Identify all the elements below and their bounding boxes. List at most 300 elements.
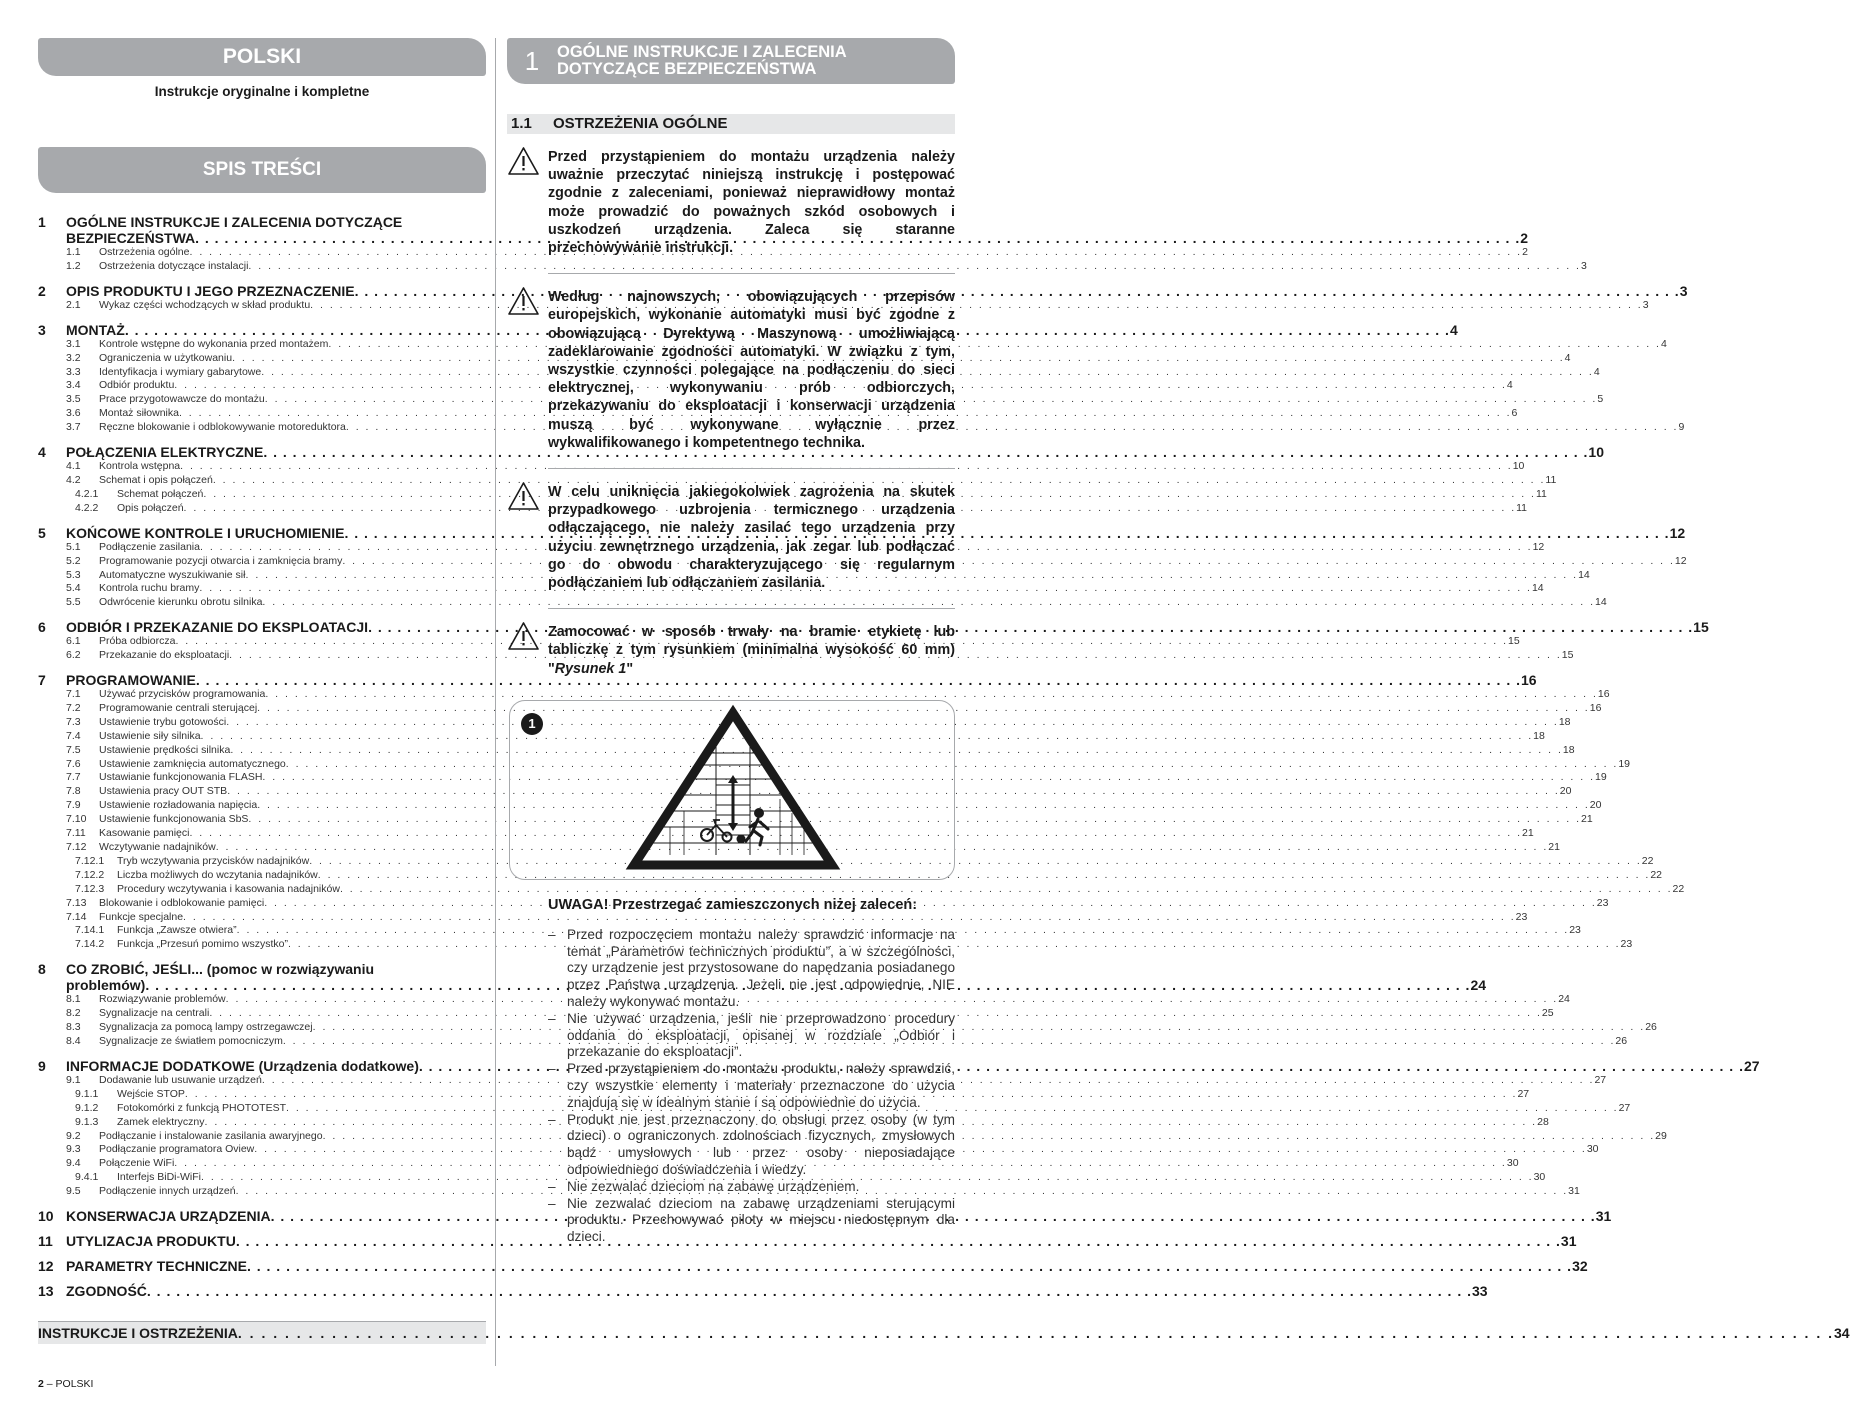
toc-section-number: 7.14: [66, 910, 87, 923]
toc-page: 5: [1597, 393, 1604, 406]
page-footer: 2 – POLSKI: [38, 1378, 94, 1390]
toc-chapter-title: OPIS PRODUKTU I JEGO PRZEZNACZENIE: [66, 282, 355, 299]
toc-section[interactable]: [66, 246, 1528, 260]
toc-section-title: Ustawienie prędkości silnika: [99, 743, 231, 756]
toc-chapter-title: INFORMACJE DODATKOWE (Urządzenia dodatkowe): [66, 1057, 419, 1074]
toc-page: 19: [1595, 771, 1607, 784]
toc-page: 32: [1572, 1258, 1588, 1275]
toc-section[interactable]: [66, 799, 1602, 813]
toc-chapter: [38, 1258, 1588, 1275]
toc-section-number: 8.4: [66, 1034, 81, 1047]
toc-section-number: 9.1.3: [75, 1115, 99, 1128]
toc-page: 11: [1545, 473, 1557, 486]
subtitle: Instrukcje oryginalne i kompletne: [154, 84, 370, 99]
toc-section-title: Kontrola wstępna: [99, 460, 181, 473]
toc-chapter-title: ODBIÓR I PRZEKAZANIE DO EKSPLOATACJI: [66, 619, 369, 636]
toc-page: 21: [1522, 827, 1534, 840]
toc-section-title: Odbiór produktu: [99, 379, 175, 392]
toc-section[interactable]: [66, 635, 1520, 649]
toc-section-title: Sygnalizacje ze światłem pomocniczym: [99, 1034, 283, 1047]
toc-page: 6: [1511, 407, 1518, 420]
toc-page: 22: [1650, 868, 1663, 881]
toc-title: SPIS TREŚCI: [38, 147, 486, 193]
toc-chapter-title: POŁĄCZENIA ELEKTRYCZNE: [66, 444, 264, 461]
toc-page: 23: [1569, 924, 1581, 937]
toc-section[interactable]: [66, 827, 1534, 841]
toc-section-number: 9.3: [66, 1143, 81, 1156]
toc-section-title: Przekazanie do eksploatacji: [99, 649, 230, 662]
toc-page: 11: [1516, 501, 1528, 514]
toc-page: 12: [1532, 540, 1545, 553]
toc-page: 21: [1548, 841, 1560, 853]
toc-section-title: Liczba możliwych do wczytania nadajników: [117, 868, 318, 881]
toc-section-number: 8.2: [66, 1007, 81, 1020]
figure-number: 1: [521, 713, 543, 735]
toc-page: 29: [1655, 1129, 1667, 1142]
toc-section-number: 7.14.1: [75, 924, 105, 937]
toc-section[interactable]: [66, 910, 1528, 925]
toc-section-number: 7.14.2: [75, 938, 105, 951]
toc-section[interactable]: [66, 868, 1663, 883]
toc-section[interactable]: [66, 1171, 1546, 1185]
toc-section-title: Kontrola ruchu bramy: [99, 582, 200, 595]
toc-section-number: 1.1: [66, 246, 81, 258]
toc-page: 16: [1597, 688, 1610, 701]
toc-section-number: 9.4: [66, 1157, 81, 1170]
caution-item: – Nie używać urządzenia, jeśli nie przeprowadzono procedury oddania do eksploatacji, opisanej w rozdziale „Odbiór i przekazanie do eksploatacji”.: [548, 1011, 955, 1061]
toc-section-number: 5.2: [66, 554, 81, 567]
toc-section-title: Ustawienie funkcjonowania SbS: [99, 813, 249, 826]
toc-page: 14: [1531, 582, 1544, 595]
toc-page: 16: [1589, 701, 1602, 714]
toc-section-title: Identyfikacja i wymiary gabarytowe: [99, 365, 262, 378]
caution-item: – Produkt nie jest przeznaczony do obsługi przez osoby (w tym dzieci) o ograniczonych zdolnościach fizycznych, zmysłowych bądź umysłowych lub przez osoby nieposiadające odpowiedniego doświadczenia i wiedzy.: [548, 1112, 955, 1179]
toc-section-title: Ręczne blokowanie i odblokowywanie motoreduktora: [99, 421, 346, 434]
toc-page: 19: [1618, 757, 1631, 770]
toc-section-number: 3.2: [66, 351, 81, 364]
toc-chapter-number: 9: [38, 1057, 46, 1074]
toc-page: 24: [1558, 993, 1570, 1006]
toc-chapter-number: 10: [38, 1208, 54, 1225]
warning-text: Według najnowszych, obowiązujących przepisów europejskich, wykonanie automatyki musi być zgodne z obowiązującą Dyrektywą Maszynową umożliwiającą zadeklarowanie zgodności automatyki. W związku z tym, wszystkie czynności polegające na podłączeniu do sieci elektrycznej, wykonywaniu prób odbiorczych, przekazywaniu do eksploatacji i konserwacji urządzenia muszą być wykonywane wyłącznie przez wykwalifikowanego i kompetentnego technika.: [548, 289, 955, 451]
toc-section-title: Ustawienie trybu gotowości: [99, 715, 227, 728]
toc-section-number: 9.1.2: [75, 1101, 99, 1114]
toc-section-number: 3.5: [66, 393, 81, 406]
toc-chapter-heading[interactable]: [38, 1283, 1488, 1300]
toc-section[interactable]: [66, 501, 1528, 516]
toc-section[interactable]: [66, 540, 1545, 555]
toc-page: 31: [1568, 1185, 1580, 1198]
toc-section[interactable]: [66, 743, 1575, 758]
toc-section-number: 9.1.1: [75, 1087, 99, 1100]
toc-chapter-heading[interactable]: [38, 524, 1686, 541]
toc-section-title: Ustawianie funkcjonowania FLASH: [99, 771, 263, 784]
toc-section[interactable]: [66, 757, 1631, 772]
separator: [548, 468, 955, 469]
toc-page: 12: [1669, 524, 1686, 541]
toc-page: 31: [1560, 1233, 1577, 1250]
toc-chapter: [38, 214, 1587, 274]
toc-chapter-title: UTYLIZACJA PRODUKTU: [66, 1233, 236, 1250]
toc-section-number: 7.12.3: [75, 882, 105, 895]
caution-list: [548, 927, 955, 1246]
toc-section-title: Automatyczne wyszukiwanie sił: [99, 568, 246, 581]
toc-page: 20: [1589, 799, 1602, 812]
toc-section[interactable]: [66, 379, 1513, 393]
toc-section-number: 9.2: [66, 1129, 81, 1142]
toc-section[interactable]: [66, 1143, 1599, 1157]
toc-section[interactable]: [66, 1021, 1657, 1035]
toc-section[interactable]: [66, 701, 1602, 716]
toc-page: 15: [1561, 649, 1574, 662]
toc-chapter-number: 5: [38, 524, 46, 541]
toc-section-number: 7.12.2: [75, 868, 105, 881]
warning-block: [507, 623, 955, 678]
toc-section[interactable]: [66, 1129, 1667, 1144]
toc-section[interactable]: [66, 1115, 1549, 1130]
toc-section-title: Procedury wczytywania i kasowania nadajników: [117, 882, 340, 895]
chapter-number: 1: [524, 45, 540, 76]
toc-section[interactable]: [66, 1034, 1628, 1049]
toc-section[interactable]: [66, 924, 1581, 938]
toc-section[interactable]: [66, 393, 1604, 407]
toc-section-number: 8.1: [66, 993, 81, 1006]
toc-section[interactable]: [66, 487, 1547, 502]
toc-chapter-number: 11: [38, 1233, 53, 1250]
toc-section-number: 4.2.1: [75, 487, 99, 500]
toc-page: 20: [1559, 785, 1572, 798]
warning-text: Zamocować w sposób trwały na bramie etykietę lub tabliczkę z tym rysunkiem (minimalna wysokość 60 mm) "Rysunek 1": [548, 624, 955, 677]
toc-chapter-heading[interactable]: [38, 961, 1487, 994]
toc-section-title: Tryb wczytywania przycisków nadajników: [117, 854, 310, 867]
toc-page: 9: [1678, 421, 1685, 434]
toc-chapter-title: KONSERWACJA URZĄDZENIA: [66, 1208, 271, 1225]
toc-section-title: Prace przygotowawcze do montażu: [99, 393, 265, 406]
toc-section-number: 8.3: [66, 1021, 81, 1034]
warning-block: [507, 148, 955, 257]
toc-section-title: Ostrzeżenia ogólne: [99, 246, 190, 258]
toc-section[interactable]: [66, 596, 1607, 610]
caution-item: – Nie zezwalać dzieciom na zabawę urządzeniami sterującymi produktu. Przechowywać piloty w miejscu niedostępnym dla dzieci.: [548, 1196, 955, 1246]
toc-section-title: Dodawanie lub usuwanie urządzeń: [99, 1073, 262, 1086]
toc-chapter-number: 6: [38, 619, 46, 636]
toc-section-title: Używać przycisków programowania: [99, 688, 266, 701]
toc-page: 27: [1517, 1087, 1530, 1100]
toc-section-number: 7.9: [66, 799, 81, 812]
toc-chapter-number: 3: [38, 321, 46, 338]
toc-section-number: 5.3: [66, 568, 81, 581]
warning-block: [507, 288, 955, 452]
gate-warning-pictogram: [630, 709, 836, 871]
footer-language: POLSKI: [55, 1378, 94, 1390]
toc-page: 4: [1506, 379, 1513, 392]
toc-section[interactable]: [66, 1101, 1631, 1116]
caution-heading: UWAGA! Przestrzegać zamieszczonych niżej zaleceń:: [548, 896, 918, 913]
chapter-title: OGÓLNE INSTRUKCJE I ZALECENIA DOTYCZĄCE BEZPIECZEŃSTWA: [557, 43, 847, 78]
toc-section-title: Rozwiązywanie problemów: [99, 993, 226, 1006]
toc-page: 28: [1537, 1115, 1549, 1128]
toc-page: 30: [1533, 1171, 1546, 1184]
toc-section[interactable]: [66, 771, 1607, 785]
toc-section-title: Montaż siłownika: [99, 407, 179, 420]
toc-chapter-title: MONTAŻ: [66, 321, 125, 338]
toc-section-number: 3.1: [66, 337, 81, 350]
toc-page: 23: [1515, 910, 1528, 923]
toc-page: 33: [1472, 1283, 1488, 1300]
toc-chapter-heading[interactable]: [38, 1233, 1577, 1250]
caution-item: – Przed przystąpieniem do montażu produktu, należy sprawdzić, czy wszystkie elementy i materiały przeznaczone do użycia znajdują się w idealnym stanie i są odpowiednie do użycia.: [548, 1061, 955, 1111]
toc-section-number: 7.12: [66, 841, 87, 853]
toc-page: 18: [1558, 715, 1571, 728]
toc-page: 30: [1586, 1143, 1599, 1156]
toc-section-title: Funkcje specjalne: [99, 910, 184, 923]
toc-page: 18: [1562, 743, 1575, 756]
toc-section[interactable]: [66, 259, 1587, 274]
toc-page: 26: [1615, 1034, 1628, 1047]
toc-section-number: 7.3: [66, 715, 81, 728]
toc-chapter-number: 8: [38, 961, 46, 978]
toc-section[interactable]: [66, 365, 1600, 380]
toc-page: 15: [1508, 635, 1520, 648]
toc-page: 3: [1679, 282, 1688, 299]
toc-section[interactable]: [66, 407, 1518, 421]
toc-section-number: 7.12.1: [75, 854, 105, 867]
toc-chapter-heading[interactable]: [38, 1208, 1612, 1225]
toc-section-title: Sygnalizacja za pomocą lampy ostrzegawczej: [99, 1021, 313, 1034]
page-number: 2: [38, 1378, 44, 1390]
toc-section[interactable]: [66, 785, 1572, 799]
toc-chapter-number: 1: [38, 214, 46, 230]
toc-section-number: 4.2: [66, 473, 81, 486]
caution-item: – Nie zezwalać dzieciom na zabawę urządzeniem.: [548, 1179, 955, 1196]
toc-section-title: Sygnalizacje na centrali: [99, 1007, 210, 1020]
warning-text: Przed przystąpieniem do montażu urządzenia należy uważnie przeczytać niniejszą instrukcję i postępować zgodnie z zaleceniami, ponieważ nieprawidłowy montaż może prowadzić do poważnych szkód osobowych i uszkodzeń urządzenia. Zaleca się staranne przechowywanie instrukcji.: [548, 149, 955, 257]
toc-section-number: 7.4: [66, 729, 81, 742]
toc-chapter: [38, 1208, 1612, 1225]
toc-chapter-heading[interactable]: [38, 1057, 1760, 1074]
column-divider: [495, 38, 496, 1366]
toc-section-number: 5.4: [66, 582, 81, 595]
toc-section-title: Ustawienie rozładowania napięcia: [99, 799, 258, 812]
toc-page: 23: [1620, 938, 1633, 951]
toc-page: 22: [1672, 882, 1685, 895]
toc-section[interactable]: [66, 460, 1525, 474]
toc-page: 3: [1642, 298, 1649, 311]
toc-page: 16: [1521, 672, 1537, 689]
separator: [548, 273, 955, 274]
toc-section[interactable]: [66, 813, 1593, 827]
toc-section[interactable]: [66, 337, 1667, 352]
toc-section-title: Schemat połączeń: [117, 487, 204, 500]
warning-triangle-icon: [507, 146, 540, 176]
toc-page: 4: [1593, 365, 1600, 378]
toc-section[interactable]: [66, 351, 1571, 366]
toc-section-title: Próba odbiorcza: [99, 635, 176, 648]
toc-page: 25: [1541, 1007, 1554, 1020]
toc-chapter-number: 12: [38, 1258, 54, 1275]
toc-chapter-heading[interactable]: [38, 282, 1688, 299]
toc-section[interactable]: [66, 1073, 1607, 1088]
toc-page: 15: [1693, 619, 1709, 636]
toc-section[interactable]: [66, 841, 1560, 855]
toc-chapter-number: 2: [38, 282, 46, 299]
toc-section-number: 3.4: [66, 379, 81, 392]
toc-section[interactable]: [66, 715, 1571, 730]
toc-section-number: 7.1: [66, 688, 81, 701]
right-column: [507, 38, 955, 1246]
toc-section-title: Programowanie centrali sterującej: [99, 701, 258, 714]
toc-footer-entry[interactable]: INSTRUKCJE I OSTRZEŻENIA . . . 34: [38, 1321, 486, 1344]
toc-page: 30: [1506, 1157, 1519, 1170]
toc-section[interactable]: [66, 854, 1654, 869]
toc-section-number: 3.7: [66, 421, 81, 434]
toc-chapter-title: PROGRAMOWANIE: [66, 672, 196, 689]
toc-section-number: 5.1: [66, 540, 81, 553]
toc-page: 18: [1533, 729, 1545, 742]
toc-page: 27: [1594, 1073, 1607, 1086]
toc-chapter: [38, 1233, 1577, 1250]
toc-page: 12: [1674, 554, 1687, 567]
toc-section-title: Ustawienia pracy OUT STB: [99, 785, 228, 798]
toc-section-number: 6.2: [66, 649, 81, 662]
toc-section-number: 5.5: [66, 596, 81, 609]
toc-section-number: 1.2: [66, 259, 81, 272]
toc-section-number: 7.2: [66, 701, 81, 714]
toc-section-title: Podłączanie i instalowanie zasilania awaryjnego: [99, 1129, 323, 1142]
section-heading: 1.1 OSTRZEŻENIA OGÓLNE: [507, 114, 955, 134]
toc-section-number: 9.4.1: [75, 1171, 99, 1184]
toc-section[interactable]: [66, 298, 1649, 313]
figure-1-box: [509, 700, 955, 880]
toc-section-number: 7.13: [66, 896, 87, 909]
toc-section-title: Schemat i opis połączeń: [99, 473, 213, 486]
toc-section[interactable]: [66, 729, 1545, 744]
toc-section-number: 3.6: [66, 407, 81, 420]
toc-section[interactable]: [66, 1007, 1554, 1021]
toc-section-title: Podłączanie programatora Oview: [99, 1143, 255, 1156]
toc-page: 31: [1595, 1208, 1612, 1225]
toc-section-number: 7.11: [66, 827, 86, 840]
toc-chapter-heading[interactable]: [38, 214, 1529, 246]
toc-page: 27: [1743, 1057, 1760, 1074]
toc-chapter-title: OGÓLNE INSTRUKCJE I ZALECENIA DOTYCZĄCE: [66, 214, 403, 230]
toc-section-number: 4.1: [66, 460, 81, 473]
toc-page: 23: [1596, 896, 1609, 909]
chapter-banner: [507, 38, 955, 84]
toc-section-title: Podłączenie innych urządzeń: [99, 1185, 236, 1198]
toc-section-title: Blokowanie i odblokowanie pamięci: [99, 896, 265, 909]
toc-section-title: Ustawienie zamknięcia automatycznego: [99, 757, 286, 770]
toc-section-title: Kasowanie pamięci: [99, 827, 190, 840]
toc-page: 14: [1578, 568, 1590, 581]
warning-triangle-icon: [507, 481, 540, 511]
toc-section-title: Opis połączeń: [117, 501, 184, 514]
toc-section-number: 7.6: [66, 757, 81, 770]
toc-section-number: 7.8: [66, 785, 81, 798]
toc-section-number: 3.3: [66, 365, 81, 378]
toc-page: 26: [1645, 1021, 1657, 1034]
warning-text: W celu uniknięcia jakiegokolwiek zagrożenia na skutek przypadkowego uzbrojenia termicznego urządzenia odłączającego, nie należy zasilać tego urządzenia przy użyciu zewnętrznego urządzenia, jak zegar lub podłączać go do obwodu charakteryzującego się regularnym podłączaniem lub odłączaniem zasilania.: [548, 484, 955, 592]
toc-chapter-title: ZGODNOŚĆ: [66, 1283, 147, 1300]
warning-triangle-icon: [507, 286, 540, 316]
toc-chapter: [38, 282, 1688, 313]
toc-page: 2: [1520, 230, 1529, 246]
toc-page: 11: [1535, 487, 1547, 500]
toc-section[interactable]: [66, 421, 1685, 435]
toc-section-title: Ostrzeżenia dotyczące instalacji: [99, 259, 249, 272]
toc-section[interactable]: [66, 882, 1685, 897]
toc-page: 2: [1522, 246, 1528, 258]
toc-section[interactable]: [66, 554, 1687, 569]
toc-section-number: 2.1: [66, 298, 81, 311]
toc-chapter-number: 13: [38, 1283, 54, 1300]
toc-page: 10: [1512, 460, 1525, 473]
toc-chapter-title-cont: problemów): [66, 977, 146, 994]
toc-chapter-title: PARAMETRY TECHNICZNE: [66, 1258, 247, 1275]
toc-chapter-title: CO ZROBIĆ, JEŚLI... (pomoc w rozwiązywaniu: [66, 961, 375, 978]
toc-section[interactable]: [66, 938, 1633, 952]
toc-section-number: 7.7: [66, 771, 81, 784]
warning-block: [507, 483, 955, 592]
toc-section-number: 7.10: [66, 813, 87, 826]
toc-section-number: 7.5: [66, 743, 81, 756]
toc-section[interactable]: [66, 1157, 1519, 1171]
toc-chapter-heading[interactable]: [38, 1258, 1588, 1275]
toc-section[interactable]: [66, 688, 1610, 702]
toc-section-title: Ustawienie siły silnika: [99, 729, 201, 742]
toc-section-title: Zamek elektryczny: [117, 1115, 205, 1128]
toc-chapter-heading[interactable]: [38, 444, 1604, 461]
toc-page: 21: [1581, 813, 1593, 826]
toc-section-title: Interfejs BiDi-WiFi: [117, 1171, 202, 1184]
toc-section-title: Odwrócenie kierunku obrotu silnika: [99, 596, 263, 609]
toc-page: 4: [1449, 321, 1458, 338]
toc-chapter: [38, 1283, 1488, 1300]
toc-section-title: Funkcja „Przesuń pomimo wszystko”: [117, 938, 288, 951]
toc-section-title: Połączenie WiFi: [99, 1157, 175, 1170]
toc-page: 3: [1580, 259, 1587, 272]
toc-section-title: Wykaz części wchodzących w skład produktu: [99, 298, 311, 311]
toc-section[interactable]: [66, 1087, 1530, 1102]
toc-page: 27: [1618, 1101, 1631, 1114]
toc-section[interactable]: [66, 473, 1557, 488]
toc-chapter-title: KOŃCOWE KONTROLE I URUCHOMIENIE: [66, 524, 345, 541]
toc-section-title: Podłączenie zasilania: [99, 540, 200, 553]
toc-section-title: Fotokomórki z funkcją PHOTOTEST: [117, 1101, 287, 1114]
toc-section-title: Wczytywanie nadajników: [99, 841, 216, 853]
toc-section[interactable]: [66, 993, 1570, 1007]
toc-page: 14: [1595, 596, 1607, 609]
toc-chapter-number: 7: [38, 672, 46, 689]
toc-chapter-heading[interactable]: [38, 672, 1537, 689]
toc-page: 22: [1641, 854, 1654, 867]
toc-chapter-heading[interactable]: [38, 321, 1458, 338]
toc-page: 24: [1470, 977, 1487, 994]
caution-item: – Przed rozpoczęciem montażu należy sprawdzić informacje na temat „Parametrów technicznych produktu”, a w szczególności, czy urządzenie jest przystosowane do napędzania posiadanego przez Państwa urządzenia. Jeżeli nie jest odpowiednie, NIE należy wykonywać montażu.: [548, 927, 955, 1011]
toc-page: 10: [1588, 444, 1604, 461]
separator: [548, 608, 955, 609]
toc-chapter-heading[interactable]: [38, 619, 1709, 636]
toc-section[interactable]: [66, 568, 1590, 583]
toc-section-title: Ograniczenia w użytkowaniu: [99, 351, 233, 364]
toc-section[interactable]: [66, 649, 1574, 663]
toc-section-number: 4.2.2: [75, 501, 99, 514]
toc-chapter: [38, 444, 1604, 516]
toc-section[interactable]: [66, 582, 1544, 596]
toc-section-title: Funkcja „Zawsze otwiera”: [117, 924, 237, 937]
toc-chapter-title-cont: BEZPIECZEŃSTWA: [66, 230, 196, 246]
toc-section-title: Programowanie pozycji otwarcia i zamknięcia bramy: [99, 554, 343, 567]
